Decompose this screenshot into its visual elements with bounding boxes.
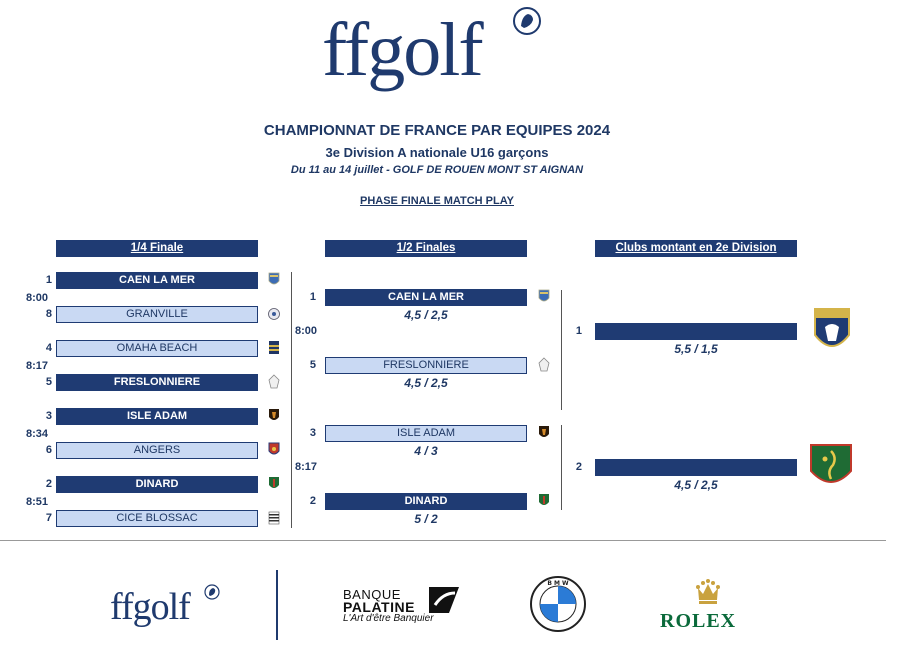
seed: 5 (309, 359, 316, 371)
tee-time: 8:00 (295, 325, 318, 337)
club-crest-icon (268, 306, 280, 322)
phase-title: PHASE FINALE MATCH PLAY (359, 195, 514, 207)
club-crest-icon (268, 374, 280, 390)
footer-separator (276, 570, 278, 640)
quarter-team: OMAHA BEACH (56, 340, 258, 357)
seed: 7 (45, 512, 52, 524)
golf-rouen-crest-icon (812, 305, 852, 357)
bmw-logo-icon (530, 576, 586, 632)
seed: 3 (45, 410, 52, 422)
bracket-line (291, 272, 292, 528)
club-crest-icon (268, 442, 280, 458)
page-title: CHAMPIONNAT DE FRANCE PAR EQUIPES 2024 (263, 122, 611, 139)
svg-text:B M W: B M W (547, 580, 569, 587)
tee-time: 8:34 (26, 428, 49, 440)
quarter-team: FRESLONNIERE (56, 374, 258, 391)
seed: 1 (45, 274, 52, 286)
rolex-logo: ROLEX (660, 610, 737, 632)
club-crest-icon (268, 476, 280, 492)
semi-team: CAEN LA MER (325, 289, 527, 306)
footer-divider (0, 540, 886, 541)
club-crest-icon (538, 493, 550, 509)
semi-team: ISLE ADAM (325, 425, 527, 442)
club-crest-icon (268, 510, 280, 526)
tee-time: 8:17 (295, 461, 318, 473)
tee-time: 8:17 (26, 360, 49, 372)
match-score: 4,5 / 2,5 (404, 308, 448, 322)
seed: 5 (45, 376, 52, 388)
semi-team: FRESLONNIERE (325, 357, 527, 374)
club-crest-icon (538, 357, 550, 373)
header-promoted: Clubs montant en 2e Division (595, 240, 797, 257)
seed: 6 (45, 444, 52, 456)
quarter-team: CAEN LA MER (56, 272, 258, 289)
club-crest-icon (268, 408, 280, 424)
quarter-team: DINARD (56, 476, 258, 493)
header-quarter: 1/4 Finale (56, 240, 258, 257)
rooster-icon (512, 6, 542, 36)
rooster-icon (204, 584, 220, 600)
dates-subtitle: Du 11 au 14 juillet - GOLF DE ROUEN MONT ST AIGNAN (290, 164, 584, 176)
tee-time: 8:51 (26, 496, 49, 508)
seed: 1 (309, 291, 316, 303)
semi-team: DINARD (325, 493, 527, 510)
tee-time: 8:00 (26, 292, 49, 304)
seed: 4 (45, 342, 52, 354)
seed: 3 (309, 427, 316, 439)
seed: 2 (45, 478, 52, 490)
quarter-team: ANGERS (56, 442, 258, 459)
banque-palatine-logo-icon (425, 585, 461, 615)
club-crest-icon (538, 425, 550, 441)
seed: 1 (575, 325, 582, 337)
quarter-team: ISLE ADAM (56, 408, 258, 425)
header-semi: 1/2 Finales (325, 240, 527, 257)
dinard-crest-icon (809, 443, 853, 491)
seed: 2 (575, 461, 582, 473)
banque-palatine-line2: PALATINE (343, 599, 415, 615)
quarter-team: CICE BLOSSAC (56, 510, 258, 527)
match-score: 4,5 / 2,5 (404, 376, 448, 390)
club-crest-icon (268, 272, 280, 288)
bracket-line (561, 290, 562, 410)
promoted-team (595, 323, 797, 340)
seed: 8 (45, 308, 52, 320)
match-score: 4 / 3 (414, 444, 438, 458)
seed: 2 (309, 495, 316, 507)
match-score: 5 / 2 (414, 512, 438, 526)
banque-palatine-line1: BANQUE (343, 587, 401, 602)
club-crest-icon (268, 340, 280, 356)
footer-ffgolf-logo: ffgolf (110, 586, 190, 628)
division-subtitle: 3e Division A nationale U16 garçons (325, 145, 549, 160)
final-score: 4,5 / 2,5 (674, 478, 718, 492)
club-crest-icon (538, 289, 550, 305)
banque-palatine-tagline: L'Art d'être Banquier (343, 613, 434, 624)
ffgolf-logo: ffgolf (322, 8, 482, 92)
final-score: 5,5 / 1,5 (674, 342, 718, 356)
rolex-crown-icon (695, 578, 721, 606)
promoted-team (595, 459, 797, 476)
quarter-team: GRANVILLE (56, 306, 258, 323)
